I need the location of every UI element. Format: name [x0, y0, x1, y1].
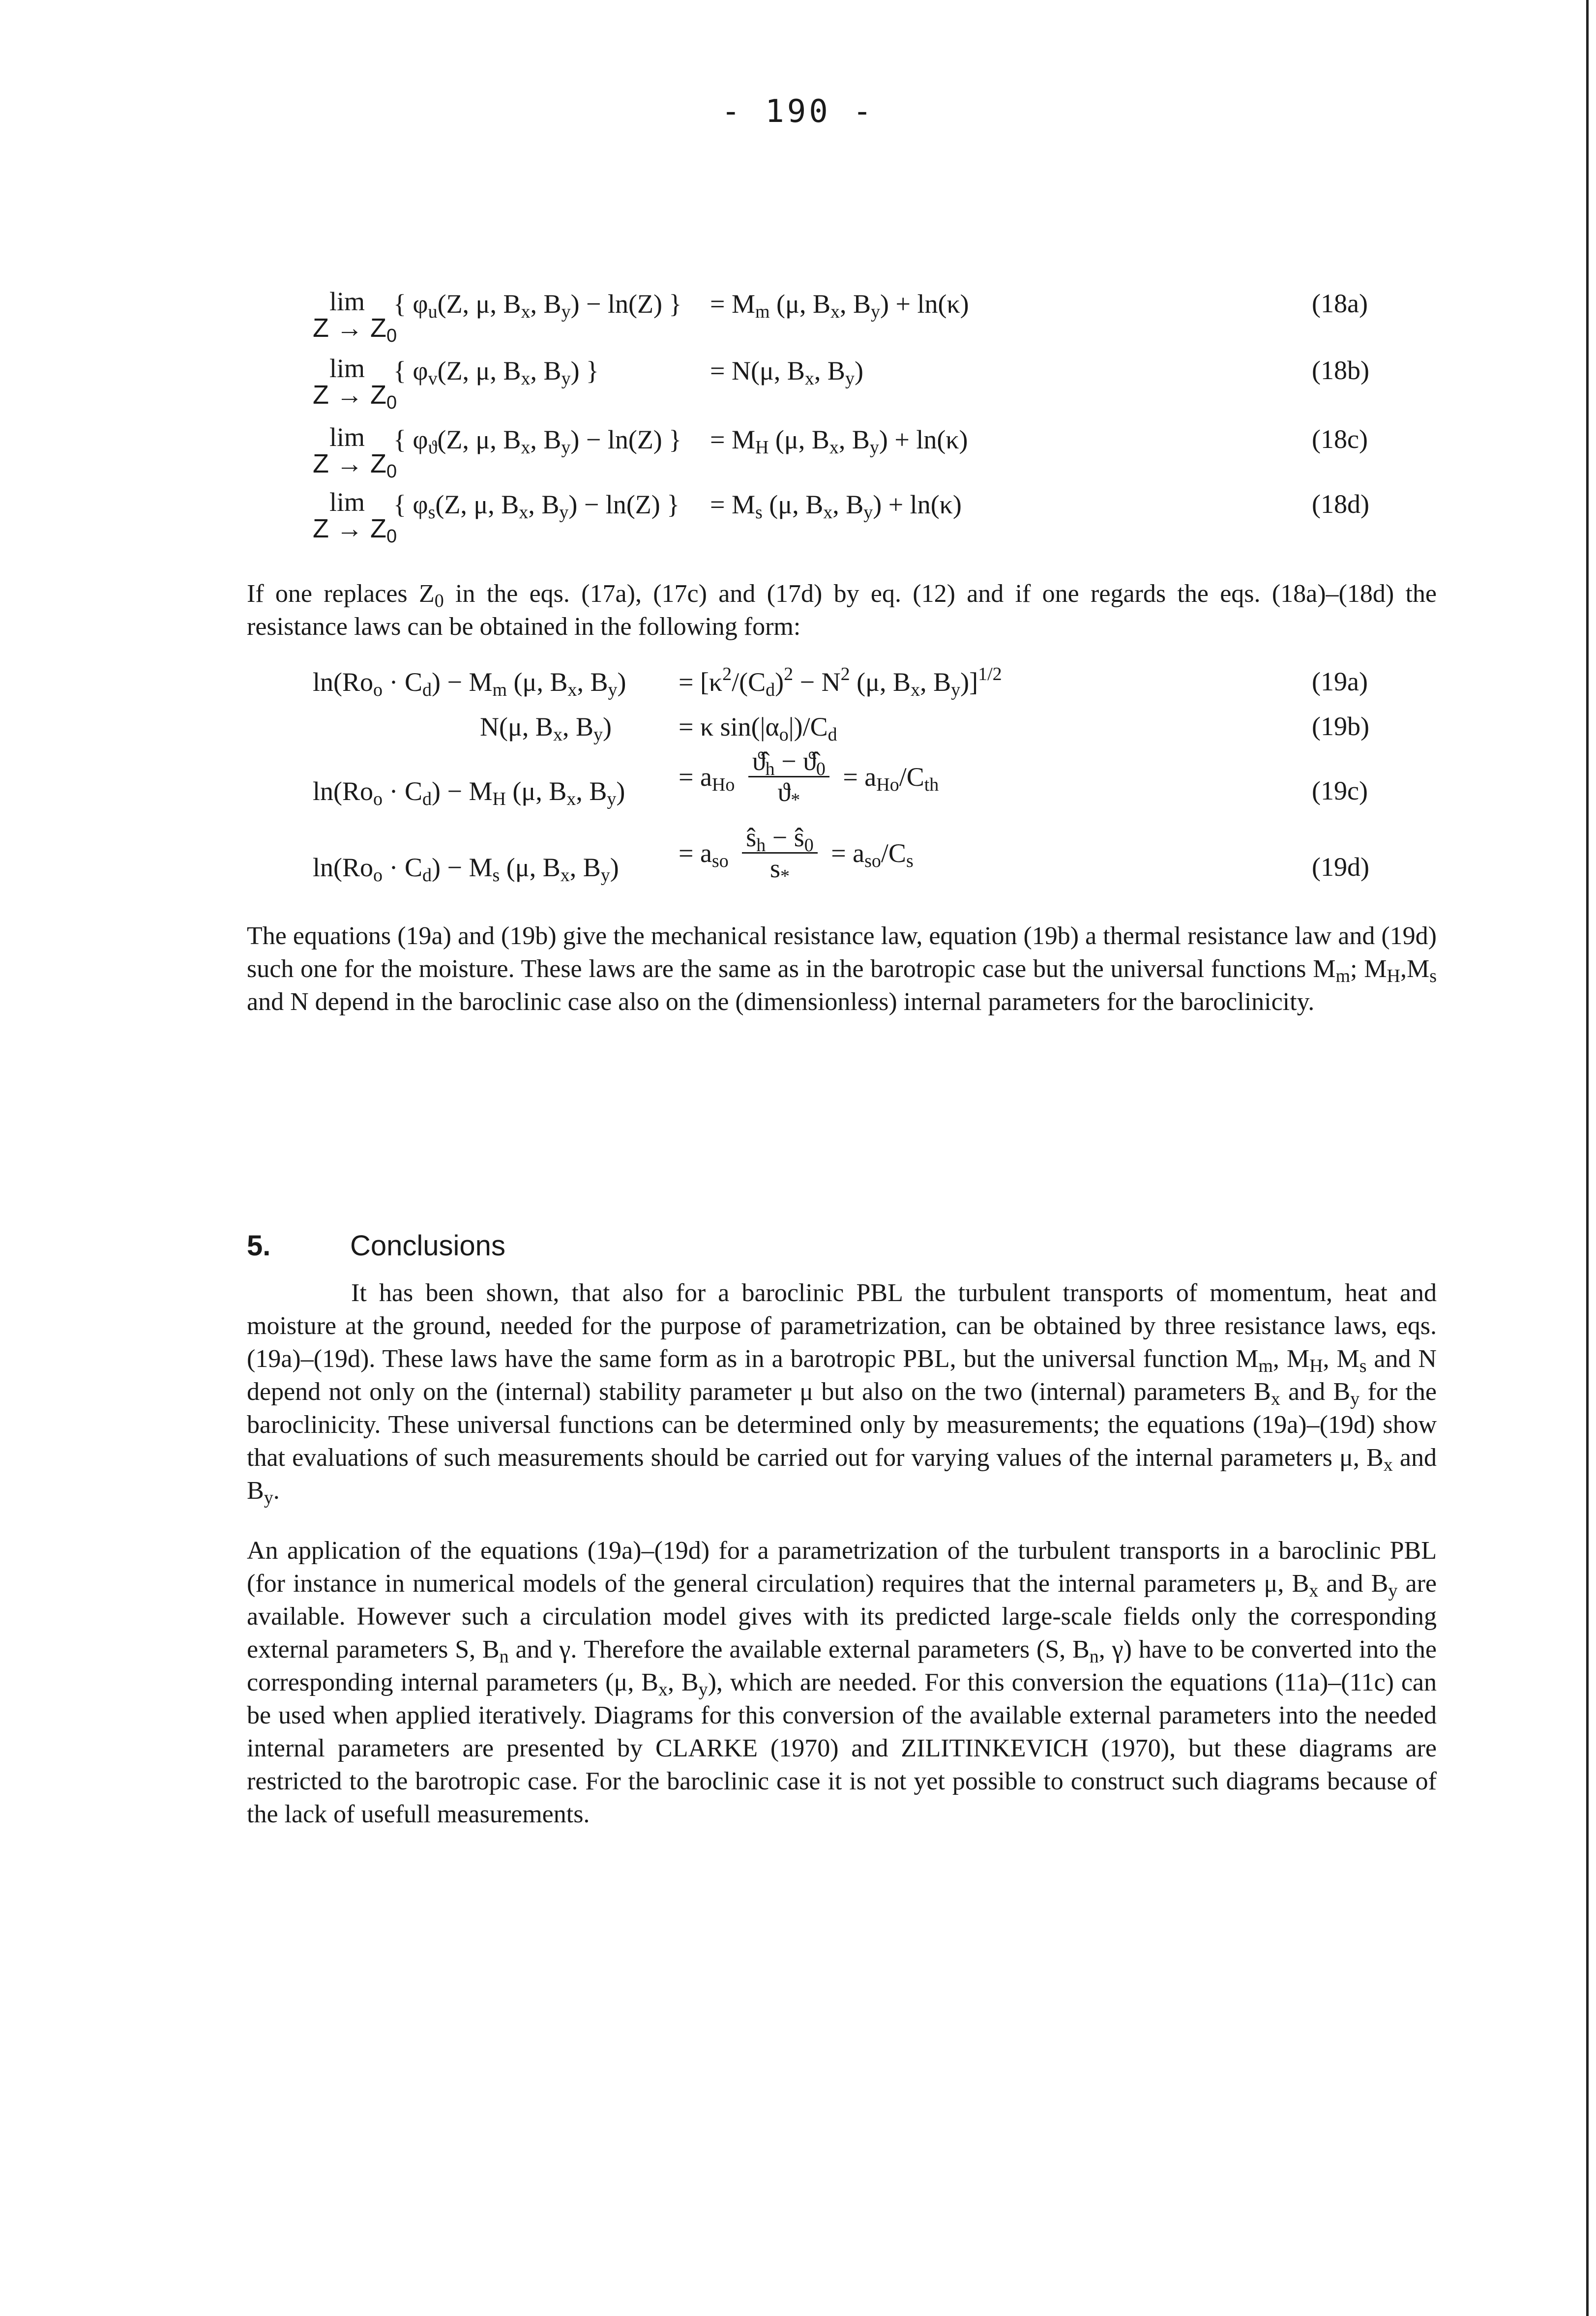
equation-19d-lhs: $\ln(Ro_o \cdot C_d) - M_s$ (μ, $B_x$, $B_y$) — [313, 853, 619, 886]
equation-18d-lhs: { $\varphi_s(Z$, μ, $B_x$, $B_y) - \ln(Z)$ } — [393, 490, 680, 523]
equation-number: (18d) — [1312, 489, 1369, 519]
page-edge-line — [1586, 0, 1589, 2316]
equation-18c-rhs: = $M_H$ (μ, $B_x$, $B_y) + \ln(\kappa)$ — [710, 425, 968, 458]
paragraph-conclusions-2: An application of the equations (19a)–(19d) for a parametrization of the turbulent transports in a baroclinic PBL (for instance in numerical models of the general circulation) requires that the internal parameters μ, $B_x$ and $B_y$ are available. However such a circulation model gives with its predicted large-scale fields only the corresponding external parameters S, $B_n$ and γ. Therefore the available external parameters (S, $B_n$, γ) have to be converted into the corresponding internal parameters (μ, $B_x$, $B_y$), which are needed. For this conversion the equations (11a)–(11c) can be used when applied iteratively. Diagrams for this conversion of the available external parameters into the needed internal parameters are presented by CLARKE (1970) and ZILITINKEVICH (1970), but these diagrams are restricted to the barotropic case. For the baroclinic case it is not yet possible to construct such diagrams because of the lack of usefull measurements. — [247, 1537, 1437, 1828]
equation-18a-lhs: { $\varphi_u(Z$, μ, $B_x$, $B_y) - \ln(Z)$ } — [393, 289, 682, 322]
equation-19c-lhs: $\ln(Ro_o \cdot C_d) - M_H$ (μ, $B_x$, $B_y$) — [313, 776, 625, 809]
limit-operator: lim $Z \to Z_0$ — [313, 422, 397, 482]
equation-19a-lhs: $\ln(Ro_o \cdot C_d) - M_m$ (μ, $B_x$, $B_y$) — [313, 667, 626, 700]
paragraph-resistance-laws: The equations (19a) and (19b) give the mechanical resistance law, equation (19b) a thermal resistance law and (19d) such one for the moisture. These laws are the same as in the barotropic case but the universal functions $M_m$; $M_H,M_s$ and N depend in the baroclinic case also on the (dimensionless) internal parameters for the baroclinicity. — [247, 922, 1437, 1016]
paragraph-conclusions-1: It has been shown, that also for a baroclinic PBL the turbulent transports of momentum, heat and moisture at the ground, needed for the purpose of parametrization, can be obtained by three resistance laws, eqs. (19a)–(19d). These laws have the same form as in a barotropic PBL, but the universal function $M_m$, $M_H$, $M_s$ and N depend not only on the (internal) stability parameter μ but also on the two (internal) parameters $B_x$ and $B_y$ for the baroclinicity. These universal functions can be determined only by measurements; the equations (19a)–(19d) show that evaluations of such measurements should be carried out for varying values of the internal parameters μ, $B_x$ and $B_y$. — [247, 1279, 1437, 1508]
section-number: 5. — [247, 1230, 271, 1262]
limit-operator: lim $Z \to Z_0$ — [313, 287, 397, 346]
equation-18c-lhs: { $\varphi_ϑ(Z$, μ, $B_x$, $B_y) - \ln(Z)$ } — [393, 425, 682, 458]
paragraph-resistance-intro: If one replaces $Z_0$ in the eqs. (17a), (17c) and (17d) by eq. (12) and if one regards the eqs. (18a)–(18d) the resistance laws can be obtained in the following form: — [247, 580, 1437, 641]
equation-number: (19a) — [1312, 667, 1368, 696]
equation-number: (19d) — [1312, 852, 1369, 882]
equation-19d-rhs: = $a_{so}$ $\frac{ŝ_h - ŝ_0}{s_*}$ = $a_{so}/C_s$ — [679, 823, 914, 887]
equation-18d-rhs: = $M_s$ (μ, $B_x$, $B_y) + \ln(\kappa)$ — [710, 490, 962, 523]
page-number: - 190 - — [721, 93, 875, 130]
fraction: $\frac{ϑ̂_h - ϑ̂_0}{ϑ_*}$ — [748, 746, 829, 807]
equation-number: (19b) — [1312, 712, 1369, 741]
equation-18a-rhs: = $M_m$ (μ, $B_x$, $B_y) + \ln(\kappa)$ — [710, 289, 969, 322]
fraction: $\frac{ŝ_h - ŝ_0}{s_*}$ — [742, 823, 817, 883]
equation-number: (18a) — [1312, 289, 1368, 318]
equation-19b-lhs: N(μ, $B_x$, $B_y$) — [480, 712, 612, 745]
limit-operator: lim $Z \to Z_0$ — [313, 487, 397, 547]
limit-operator: lim $Z \to Z_0$ — [313, 354, 397, 413]
equation-number: (19c) — [1312, 776, 1368, 805]
equation-19a-rhs: = [$\kappa^2/(C_d)^2 - N^2$ (μ, $B_x$, $B_y)]^{1/2}$ — [679, 664, 1002, 700]
equation-number: (18c) — [1312, 424, 1368, 454]
equation-number: (18b) — [1312, 356, 1369, 385]
equation-19b-rhs: = κ $\sin(|\alpha_o|)/C_d$ — [679, 712, 837, 745]
equation-19c-rhs: = $a_{Ho}$ $\frac{ϑ̂_h - ϑ̂_0}{ϑ_*}$ = $a_{Ho}/C_{th}$ — [679, 746, 939, 810]
equation-18b-rhs: = N(μ, $B_x$, $B_y$) — [710, 356, 863, 389]
equation-18b-lhs: { $\varphi_v(Z$, μ, $B_x$, $B_y$) } — [393, 356, 599, 389]
section-title: Conclusions — [350, 1230, 505, 1262]
